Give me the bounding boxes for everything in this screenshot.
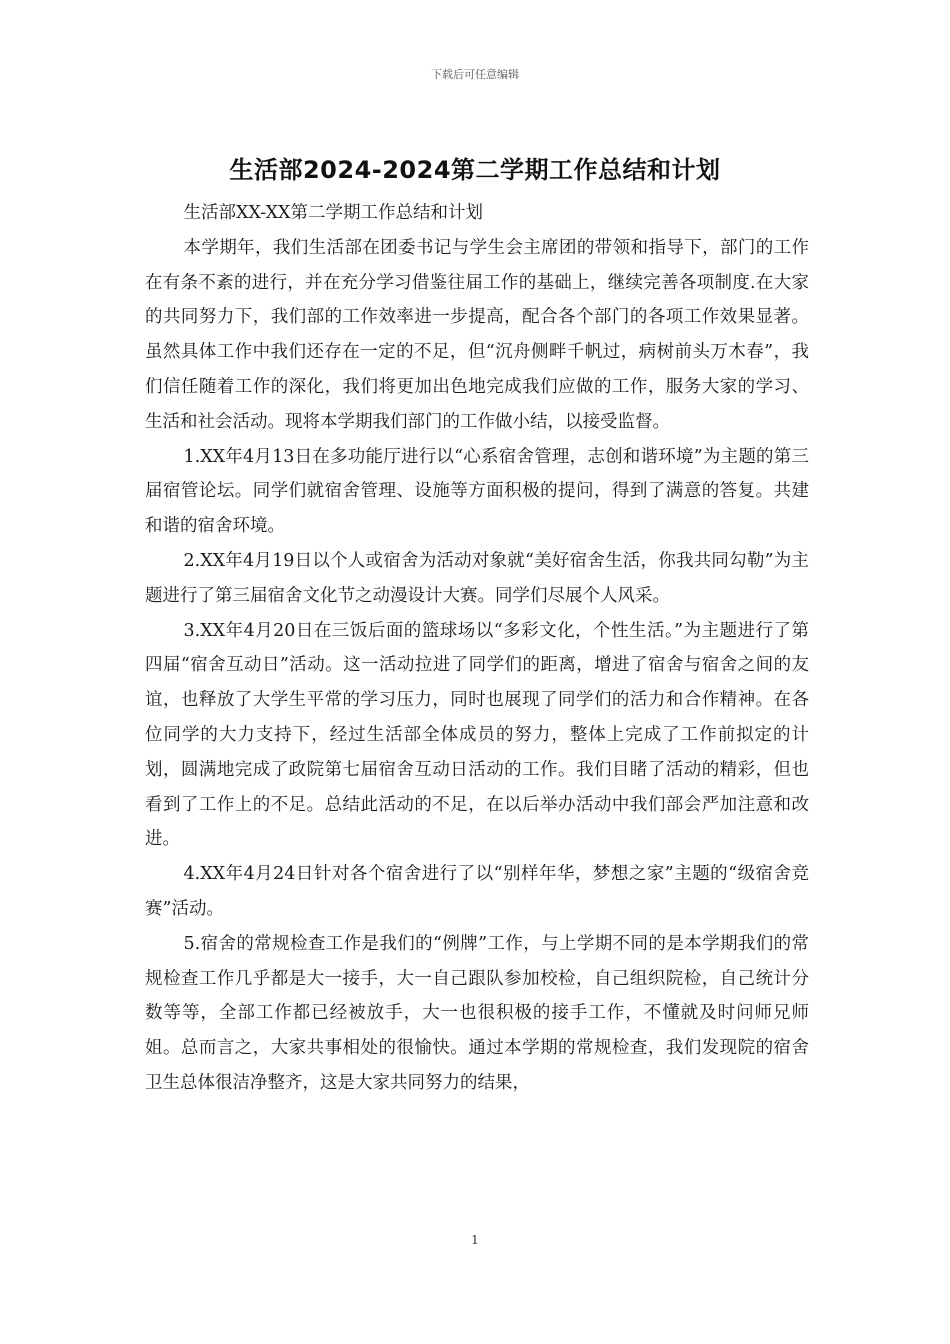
item-paragraph-4: 4.XX年4月24日针对各个宿舍进行了以“别样年华，梦想之家”主题的“级宿舍竞赛”活动。 bbox=[145, 864, 809, 919]
item-paragraph-3: 3.XX年4月20日在三饭后面的篮球场以“多彩文化，个性生活。”为主题进行了第四届“宿舍互动日”活动。这一活动拉进了同学们的距离，增进了宿舍与宿舍之间的友谊，也释放了大学生平常的学习压力，同时也展现了同学们的活力和合作精神。在各位同学的大力支持下，经过生活部全体成员的努力，整体上完成了工作前拟定的计划，圆满地完成了政院第七届宿舍互动日活动的工作。我们目睹了活动的精彩，但也看到了工作上的不足。总结此活动的不足，在以后举办活动中我们部会严加注意和改进。 bbox=[145, 620, 809, 850]
item-paragraph-2: 2.XX年4月19日以个人或宿舍为活动对象就“美好宿舍生活，你我共同勾勒”为主题进行了第三届宿舍文化节之动漫设计大赛。同学们尽展个人风采。 bbox=[145, 550, 809, 606]
page-number: 1 bbox=[471, 1233, 479, 1247]
document-title: 生活部2024-2024第二学期工作总结和计划 bbox=[229, 156, 721, 184]
subtitle-paragraph: 生活部XX-XX第二学期工作总结和计划 bbox=[183, 203, 483, 223]
document-body bbox=[145, 196, 809, 1101]
item-paragraph-5: 5.宿舍的常规检查工作是我们的“例牌”工作，与上学期不同的是本学期我们的常规检查工作几乎都是大一接手，大一自己跟队参加校检，自己组织院检，自己统计分数等等，全部工作都已经被放手，大一也很积极的接手工作，不懂就及时问师兄师姐。总而言之，大家共事相处的很愉快。通过本学期的常规检查，我们发现院的宿舍卫生总体很洁净整齐，这是大家共同努力的结果， bbox=[145, 933, 809, 1093]
intro-paragraph: 本学期年，我们生活部在团委书记与学生会主席团的带领和指导下，部门的工作在有条不紊的进行，并在充分学习借鉴往届工作的基础上，继续完善各项制度.在大家的共同努力下，我们部的工作效率进一步提高，配合各个部门的各项工作效果显著。虽然具体工作中我们还存在一定的不足，但“沉舟侧畔千帆过，病树前头万木春”，我们信任随着工作的深化，我们将更加出色地完成我们应做的工作，服务大家的学习、生活和社会活动。现将本学期我们部门的工作做小结，以接受监督。 bbox=[145, 237, 809, 432]
header-note: 下载后可任意编辑 bbox=[431, 68, 519, 81]
item-paragraph-1: 1.XX年4月13日在多功能厅进行以“心系宿舍管理，志创和谐环境”为主题的第三届宿管论坛。同学们就宿舍管理、设施等方面积极的提问，得到了满意的答复。共建和谐的宿舍环境。 bbox=[145, 446, 809, 537]
